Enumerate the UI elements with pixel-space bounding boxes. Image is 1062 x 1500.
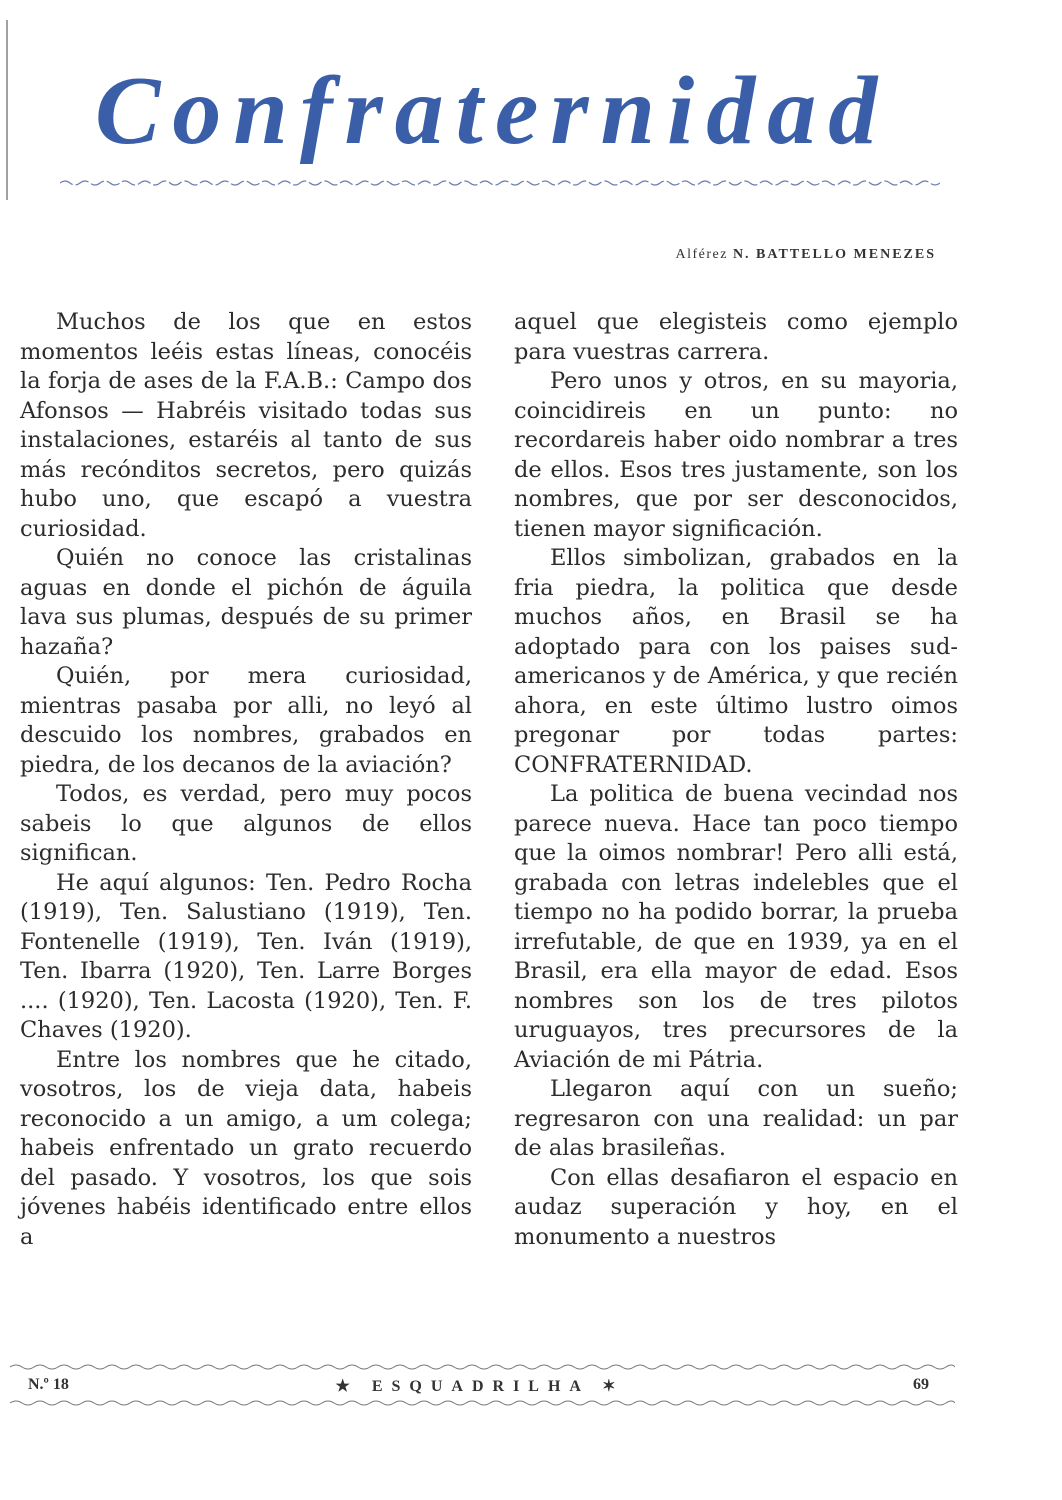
paragraph: Quién, por mera curiosidad, mientras pasaba por alli, no leyó al descuido los nombres, grabados en piedra, de los decanos de la aviación? — [20, 663, 472, 778]
footer-top-rule — [10, 1362, 955, 1372]
paragraph: Pero unos y otros, en su mayoria, coincidireis en un punto: no recordareis haber oido nombrar a tres de ellos. Esos tres justamente, son los nombres, que por ser desconocidos, tienen mayor significación. — [514, 368, 958, 542]
article-column-right — [514, 308, 958, 1252]
paragraph: Ellos simbolizan, grabados en la fria piedra, la politica que desde muchos años, en Brasil se ha adoptado para con los paises sud-americanos y de América, y que recién ahora, en este último lustro oimos pregonar por todas partes: CONFRATERNIDAD. — [514, 545, 958, 778]
paragraph: Muchos de los que en estos momentos leéis estas líneas, conocéis la forja de ases de la F.A.B.: Campo dos Afonsos — Habréis visitado todas sus instalaciones, estaréis al tanto de sus más recónditos secretos, pero quizás hubo uno, que escapó a vuestra curiosidad. — [20, 309, 472, 542]
paragraph-continuation: aquel que elegisteis como ejemplo para vuestras carrera. — [514, 309, 958, 365]
issue-number: N.º 18 — [28, 1376, 69, 1393]
page-number: 69 — [913, 1376, 929, 1393]
article-title: Confraternidad — [95, 57, 890, 165]
paragraph: Todos, es verdad, pero muy pocos sabeis lo que algunos de ellos significan. — [20, 781, 472, 866]
author-name: N. BATTELLO MENEZES — [732, 247, 936, 262]
margin-line — [6, 20, 8, 200]
paragraph: Llegaron aquí con un sueño; regresaron con una realidad: un par de alas brasileñas. — [514, 1076, 958, 1161]
paragraph: Entre los nombres que he citado, vosotros, los de vieja data, habeis reconocido a un amigo, a um colega; habeis enfrentado un grato recuerdo del pasado. Y vosotros, los que sois jóvenes habéis identificado entre ellos a — [20, 1046, 472, 1250]
article-column-left — [20, 308, 472, 1252]
author-rank: Alférez — [675, 247, 728, 262]
title-underline — [60, 178, 940, 188]
footer-bottom-rule — [10, 1398, 955, 1408]
paragraph: He aquí algunos: Ten. Pedro Rocha (1919), Ten. Salustiano (1919), Ten. Fontenelle (1919), Ten. Iván (1919), Ten. Ibarra (1920), Ten. Larre Borges .... (1920), Ten. Lacosta (1920), Ten. F. Chaves (1920). — [20, 869, 472, 1043]
paragraph: Con ellas desafiaron el espacio en audaz superación y hoy, en el monumento a nuestros — [514, 1164, 958, 1250]
author-byline — [675, 247, 936, 263]
paragraph: Quién no conoce las cristalinas aguas en donde el pichón de águila lava sus plumas, después de su primer hazaña? — [20, 545, 472, 660]
paragraph: La politica de buena vecindad nos parece nueva. Hace tan poco tiempo que la oimos nombrar! Pero alli está, grabada con letras indelebles que el tiempo no ha podido borrar, la prueba irrefutable, de que en 1939, ya en el Brasil, era ella mayor de edad. Esos nombres son los de tres pilotos uruguayos, tres precursores de la Aviación de mi Pátria. — [514, 781, 958, 1073]
magazine-name: ★ ESQUADRILHA ✶ — [335, 1378, 625, 1395]
